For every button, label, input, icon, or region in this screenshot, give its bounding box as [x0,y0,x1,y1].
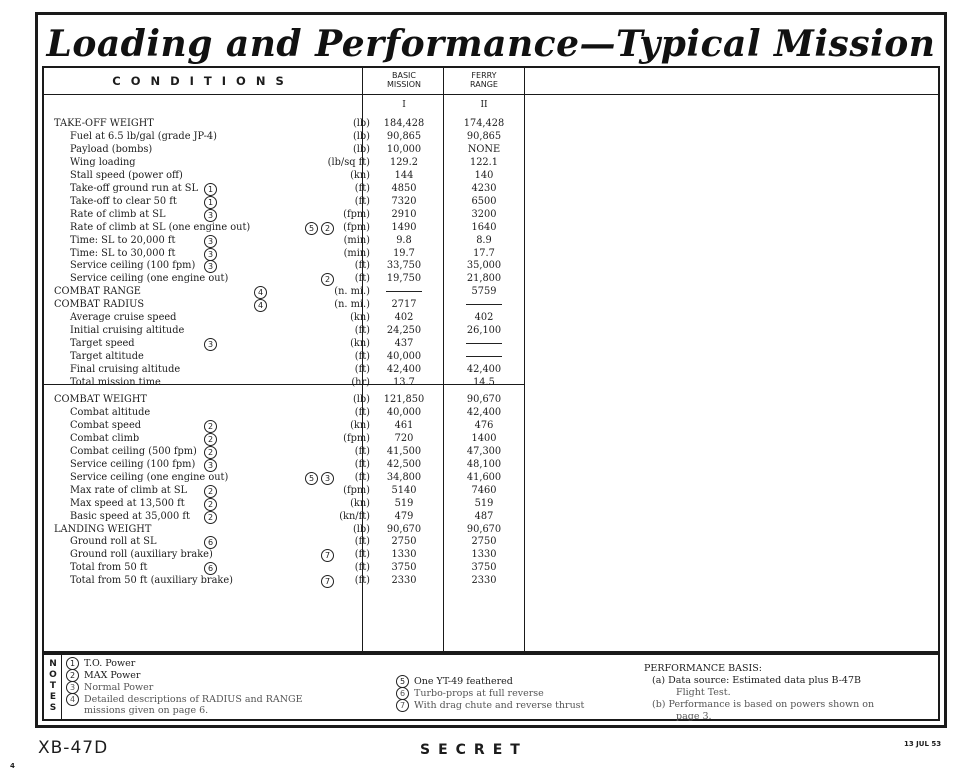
basic-mission-value: 3750 [391,562,417,574]
row-label: Average cruise speed [70,312,177,324]
basic-mission-header-line1: BASIC [392,71,416,80]
row-note-refs [204,433,217,446]
row-label: Ground roll at SL [70,536,157,548]
table-row [44,222,524,234]
notes-label-divider [61,655,62,719]
row-label: COMBAT RANGE [54,286,141,298]
basic-mission-value: 1490 [391,221,417,233]
basic-mission-value: 33,750 [386,260,422,272]
table-row [44,364,524,376]
aircraft-model: XB-47D [38,738,109,758]
note-5-text: One YT-49 feathered [414,676,513,687]
basic-mission-value: 40,000 [386,406,422,418]
table-row [44,549,524,561]
table-row [44,433,524,445]
performance-table [42,66,940,653]
ferry-range-roman: II [480,100,488,110]
note-ref-circle: 3 [321,472,334,485]
row-unit: (min) [343,247,370,259]
table-row [44,235,524,247]
ferry-range-value: 41,600 [466,471,502,483]
row-label: Max speed at 13,500 ft [70,497,185,509]
row-note-refs [204,196,217,209]
row-unit: (kn) [350,312,370,324]
notes-box [42,653,940,721]
table-row [44,273,524,285]
basic-mission-value: 90,670 [386,523,422,535]
ferry-range-value: 122.1 [469,156,499,168]
notes-label-letter: E [49,692,57,702]
row-unit: (ft) [354,325,370,337]
ferry-range-value: 1330 [471,549,497,561]
table-row [44,196,524,208]
classification-marking: SECRET [420,742,528,758]
table-row [44,446,524,458]
basic-mission-value: 479 [394,510,414,522]
row-label: Combat climb [70,432,140,444]
row-note-refs [204,248,217,261]
basic-mission-value: 121,850 [383,394,425,405]
basic-mission-value: 4850 [391,182,417,194]
ferry-range-value: 2750 [471,536,497,548]
row-label: Fuel at 6.5 lb/gal (grade JP-4) [70,130,217,142]
basic-mission-value: 461 [394,419,414,431]
table-row [44,299,524,311]
ferry-range-value: 6500 [471,195,497,207]
row-label: Ground roll (auxiliary brake) [70,549,213,561]
note-ref-circle: 3 [204,338,217,351]
row-label: Stall speed (power off) [70,169,183,181]
row-label: Time: SL to 20,000 ft [70,234,176,246]
table-row [44,338,524,350]
row-label: Service ceiling (100 fpm) [70,458,196,470]
note-ref-circle: 2 [204,446,217,459]
row-unit: (lb) [352,143,370,155]
note-1-text: T.O. Power [84,658,136,669]
row-unit: (fpm) [343,484,370,496]
note-6-text: Turbo-props at full reverse [414,688,544,699]
page-title: Loading and Performance—Typical Mission [46,23,936,65]
row-note-refs [204,209,217,222]
table-row [44,248,524,260]
note-4-text-line1: Detailed descriptions of RADIUS and RANGE [84,694,303,705]
note-4-line2: missions given on page 6. [84,705,209,716]
note-4-number: 4 [66,693,79,706]
ferry-range-value: 1640 [471,221,497,233]
row-note-refs [321,273,334,286]
note-ref-circle: 1 [204,196,217,209]
note-ref-circle: 3 [204,260,217,273]
basic-mission-value: 5140 [391,484,417,496]
ferry-range-value: 42,400 [466,406,502,418]
row-unit: (lb) [352,523,370,535]
note-6-number: 6 [396,687,409,700]
performance-basis-a: (a) Data source: Estimated data plus B-47B [652,675,861,686]
ferry-range-value: 7460 [471,484,497,496]
basic-mission-value: 144 [394,169,414,181]
basic-mission-value: 2717 [391,299,417,311]
note-ref-circle: 2 [204,485,217,498]
ferry-range-value: 26,100 [466,325,502,337]
performance-basis-b-line2: page 3. [676,711,712,722]
row-note-refs [204,183,217,196]
page-number: 4 [10,762,15,770]
note-3-text: Normal Power [84,682,154,693]
basic-mission-value: 129.2 [389,156,419,168]
row-label: Final cruising altitude [70,364,181,376]
row-label: Rate of climb at SL (one engine out) [70,221,251,233]
basic-mission-value: 519 [394,497,414,509]
ferry-range-value: 140 [474,169,494,181]
note-ref-circle: 2 [204,433,217,446]
note-7-number: 7 [396,699,409,712]
ferry-range-value: 21,800 [466,273,502,285]
row-unit: (ft) [354,260,370,272]
divider-ferry [524,68,525,651]
notes-label-letter: T [49,681,57,691]
basic-mission-value: 42,400 [386,364,422,376]
table-row [44,131,524,143]
table-row [44,420,524,432]
ferry-range-value: 5759 [471,286,497,298]
basic-mission-value: 19,750 [386,273,422,285]
table-row [44,511,524,523]
basic-mission-value: 2910 [391,208,417,220]
row-unit: (min) [343,234,370,246]
row-unit: (lb) [352,118,370,129]
note-ref-circle: 3 [204,459,217,472]
ferry-range-value: 3200 [471,208,497,220]
note-ref-circle: 4 [254,286,267,299]
row-note-refs [204,446,217,459]
table-row [44,157,524,169]
row-unit: (n. mi.) [334,286,370,298]
row-label: Service ceiling (100 fpm) [70,260,196,272]
note-1-number: 1 [66,657,79,670]
row-note-refs [204,511,217,524]
table-row [44,459,524,471]
row-label: Take-off ground run at SL [70,182,199,194]
ferry-range-value: 487 [474,510,494,522]
ferry-range-value: 17.7 [473,247,495,259]
row-unit: (ft) [354,536,370,548]
basic-mission-roman: I [402,100,406,110]
row-note-refs [204,459,217,472]
note-ref-circle: 3 [204,235,217,248]
not-applicable-dash [446,351,522,363]
row-unit: (kn) [350,338,370,350]
note-ref-circle: 2 [321,222,334,235]
row-label: Service ceiling (one engine out) [70,471,229,483]
row-note-refs [204,338,217,351]
ferry-range-value: 519 [474,497,494,509]
note-ref-circle: 2 [204,420,217,433]
ferry-range-value: 14.5 [473,377,495,388]
row-unit: (ft) [354,445,370,457]
ferry-range-value: 402 [474,312,494,324]
row-label: TAKE-OFF WEIGHT [54,118,154,129]
row-label: Target altitude [70,351,144,363]
row-unit: (n. mi.) [334,299,370,311]
dash-line [466,356,502,357]
basic-mission-value: 90,865 [386,130,422,142]
table-row [44,524,524,536]
row-label: COMBAT WEIGHT [54,394,147,405]
row-label: Payload (bombs) [70,143,153,155]
row-note-refs [321,575,334,588]
table-row [44,118,524,130]
dash-line [466,343,502,344]
basic-mission-value: 7320 [391,195,417,207]
basic-mission-value: 42,500 [386,458,422,470]
ferry-range-value: 8.9 [476,234,492,246]
dash-line [466,304,502,305]
row-label: Time: SL to 30,000 ft [70,247,176,259]
table-row [44,377,524,389]
basic-mission-value: 40,000 [386,351,422,363]
row-note-refs [254,286,267,299]
row-label: Service ceiling (one engine out) [70,273,229,285]
basic-mission-value: 24,250 [386,325,422,337]
basic-mission-value: 19.7 [393,247,415,259]
note-2-number: 2 [66,669,79,682]
ferry-range-value: 90,670 [466,394,502,405]
ferry-range-value: 4230 [471,182,497,194]
not-applicable-dash [446,299,522,311]
table-row [44,562,524,574]
basic-mission-value: 402 [394,312,414,324]
note-ref-circle: 5 [305,472,318,485]
basic-mission-value: 1330 [391,549,417,561]
notes-label [48,659,58,714]
ferry-range-value: 42,400 [466,364,502,376]
table-row [44,485,524,497]
row-unit: (ft) [354,182,370,194]
table-row [44,498,524,510]
note-ref-circle: 1 [204,183,217,196]
table-row [44,325,524,337]
row-note-refs [321,549,334,562]
row-label: Total mission time [70,377,161,388]
row-unit: (kn/ft) [339,510,370,522]
note-7-text: With drag chute and reverse thrust [414,700,585,711]
row-unit: (ft) [354,364,370,376]
performance-basis-a-line2: Flight Test. [676,687,731,698]
row-unit: (ft) [354,575,370,587]
note-2-text: MAX Power [84,670,141,681]
basic-mission-value: 10,000 [386,143,422,155]
row-unit: (ft) [354,273,370,285]
row-unit: (hr) [351,377,370,388]
row-unit: (ft) [354,549,370,561]
header-divider [44,94,938,95]
table-row [44,286,524,298]
note-ref-circle: 2 [204,511,217,524]
basic-mission-value: 34,800 [386,471,422,483]
row-note-refs [204,536,217,549]
note-ref-circle: 5 [305,222,318,235]
row-unit: (ft) [354,351,370,363]
ferry-range-value: 47,300 [466,445,502,457]
note-ref-circle: 7 [321,549,334,562]
row-label: LANDING WEIGHT [54,523,152,535]
row-label: Take-off to clear 50 ft [70,195,177,207]
row-label: Rate of climb at SL [70,208,166,220]
row-note-refs [305,472,334,485]
note-ref-circle: 6 [204,536,217,549]
table-row [44,351,524,363]
row-label: Wing loading [70,156,136,168]
table-row [44,575,524,587]
row-label: Max rate of climb at SL [70,484,188,496]
ferry-range-header-line1: FERRY [471,71,497,80]
ferry-range-value: 90,670 [466,523,502,535]
table-row [44,536,524,548]
row-unit: (fpm) [343,432,370,444]
note-5-number: 5 [396,675,409,688]
note-ref-circle: 2 [321,273,334,286]
ferry-range-header [444,68,524,94]
note-ref-circle: 6 [204,562,217,575]
basic-mission-value: 41,500 [386,445,422,457]
table-row [44,144,524,156]
ferry-range-value: 476 [474,419,494,431]
ferry-range-value: 1400 [471,432,497,444]
row-unit: (ft) [354,195,370,207]
row-unit: (lb/sq ft) [327,156,370,168]
row-unit: (ft) [354,471,370,483]
performance-basis-b: (b) Performance is based on powers shown on [652,699,875,710]
basic-mission-value: 720 [394,432,414,444]
basic-mission-value: 437 [394,338,414,350]
row-label: Target speed [70,338,135,350]
ferry-range-value: NONE [467,143,501,155]
table-row [44,472,524,484]
ferry-range-value: 174,428 [463,118,505,129]
row-label: COMBAT RADIUS [54,299,145,311]
dash-line [386,291,422,292]
basic-mission-value: 2330 [391,575,417,587]
conditions-header: CONDITIONS [112,74,294,88]
ferry-range-value: 3750 [471,562,497,574]
basic-mission-value: 184,428 [383,118,425,129]
row-unit: (fpm) [343,221,370,233]
basic-mission-value: 13.7 [393,377,415,388]
table-row [44,312,524,324]
row-label: Basic speed at 35,000 ft [70,510,190,522]
note-7 [396,699,584,712]
table-row [44,260,524,272]
table-row [44,209,524,221]
row-unit: (kn) [350,497,370,509]
row-unit: (lb) [352,130,370,142]
row-unit: (fpm) [343,208,370,220]
note-ref-circle: 3 [204,248,217,261]
notes-label-letter: N [49,659,57,669]
ferry-range-value: 90,865 [466,130,502,142]
note-ref-circle: 2 [204,498,217,511]
row-unit: (ft) [354,562,370,574]
row-unit: (lb) [352,394,370,405]
ferry-range-value: 2330 [471,575,497,587]
row-note-refs [204,485,217,498]
row-label: Combat ceiling (500 fpm) [70,445,197,457]
not-applicable-dash [366,286,442,298]
row-label: Combat altitude [70,406,151,418]
row-note-refs [305,222,334,235]
row-unit: (ft) [354,406,370,418]
table-row [44,183,524,195]
row-label: Initial cruising altitude [70,325,185,337]
basic-mission-value: 2750 [391,536,417,548]
note-3-number: 3 [66,681,79,694]
row-note-refs [204,260,217,273]
ferry-range-value: 48,100 [466,458,502,470]
row-note-refs [204,562,217,575]
not-applicable-dash [446,338,522,350]
performance-basis-title: PERFORMANCE BASIS: [644,663,762,674]
row-note-refs [204,420,217,433]
note-ref-circle: 7 [321,575,334,588]
ferry-range-header-line2: RANGE [470,80,498,89]
note-ref-circle: 4 [254,299,267,312]
table-row [44,394,524,406]
basic-mission-header-line2: MISSION [386,80,422,89]
row-note-refs [204,235,217,248]
ferry-range-value: 35,000 [466,260,502,272]
basic-mission-value: 9.8 [396,234,412,246]
notes-label-letter: O [49,670,57,680]
document-date: 13 JUL 53 [904,740,942,748]
table-row [44,170,524,182]
row-unit: (ft) [354,458,370,470]
row-note-refs [204,498,217,511]
row-note-refs [254,299,267,312]
row-unit: (kn) [350,169,370,181]
row-label: Total from 50 ft (auxiliary brake) [70,575,233,587]
table-row [44,407,524,419]
note-ref-circle: 3 [204,209,217,222]
row-unit: (kn) [350,419,370,431]
notes-label-letter: S [49,703,57,713]
performance-sheet [35,12,947,728]
row-label: Combat speed [70,419,142,431]
row-label: Total from 50 ft [70,562,148,574]
basic-mission-header [364,68,444,94]
